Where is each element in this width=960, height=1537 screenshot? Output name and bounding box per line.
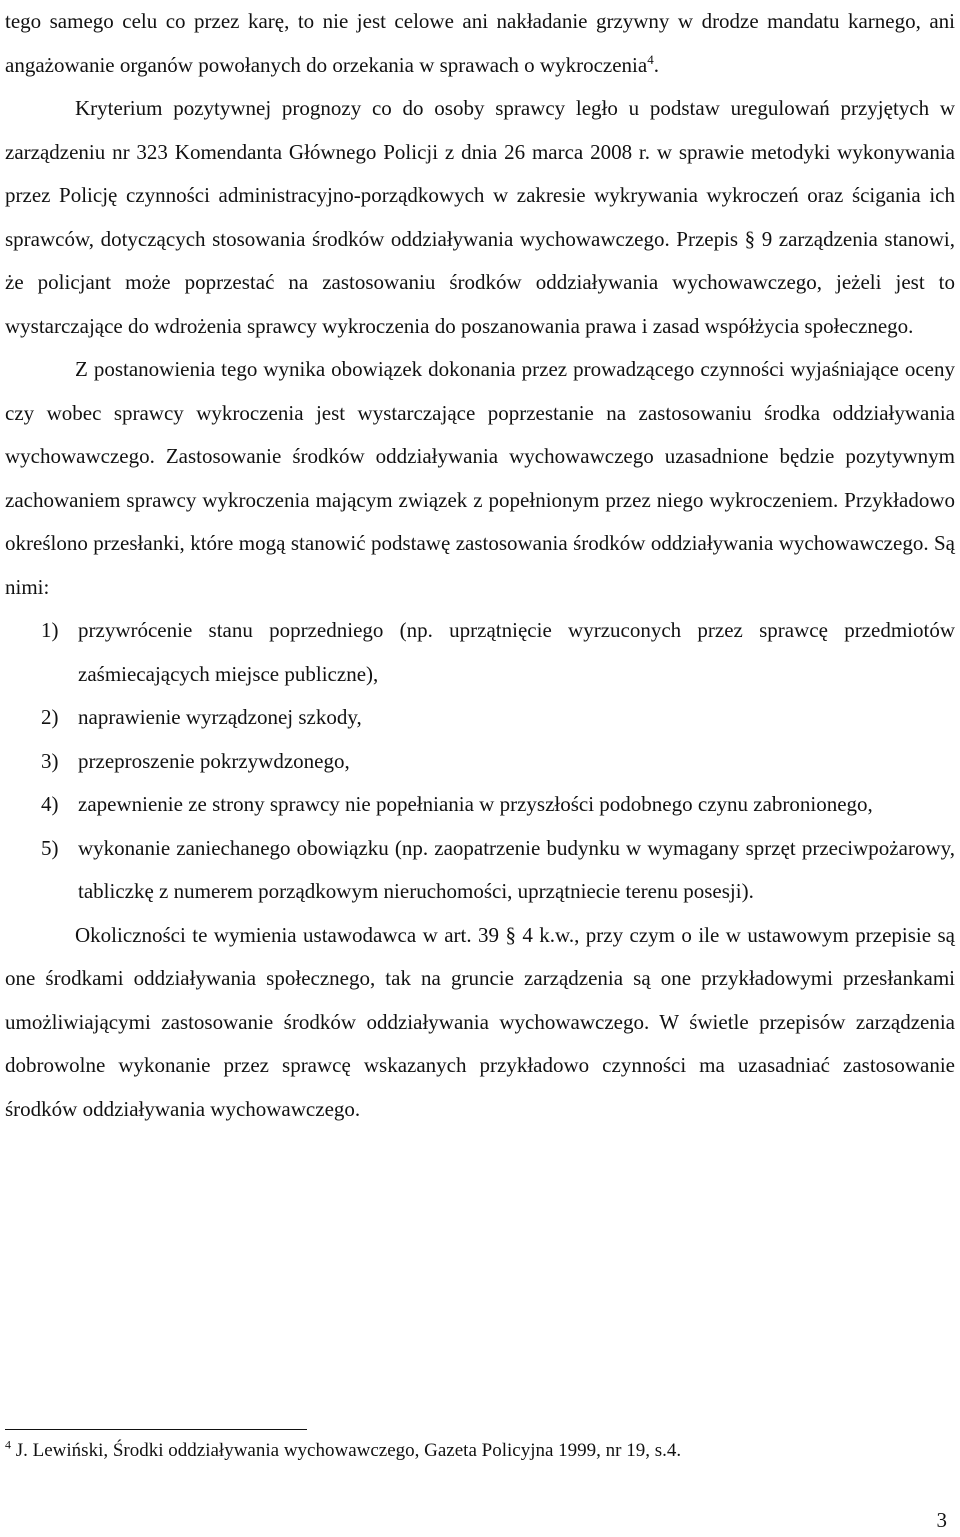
paragraph-2: Kryterium pozytywnej prognozy co do osoby sprawcy legło u podstaw uregulowań przyjętych w zarządzeniu nr 323 Komendanta Głównego Policji z dnia 26 marca 2008 r. w sprawie metodyki wykonywania przez Policję czynności administracyjno-porządkowych w zakresie wykrywania wykroczeń oraz ścigania ich sprawców, dotyczących stosowania środków oddziaływania wychowawczego. Przepis § 9 zarządzenia stanowi, że policjant może poprzestać na zastosowaniu środków oddziaływania wychowawczego, jeżeli jest to wystarczające do wdrożenia sprawcy wykroczenia do poszanowania prawa i zasad współżycia społecznego. bbox=[5, 96, 955, 338]
footnote-marker: 4 bbox=[5, 1437, 11, 1452]
footnote bbox=[5, 1437, 955, 1465]
list-item-text: przywrócenie stanu poprzedniego (np. uprzątnięcie wyrzuconych przez sprawcę przedmiotów zaśmiecających miejsce publiczne), bbox=[78, 618, 955, 686]
list-item bbox=[5, 609, 955, 696]
paragraph-1 bbox=[5, 0, 955, 87]
footnote-text: J. Lewiński, Środki oddziaływania wychowawczego, Gazeta Policyjna 1999, nr 19, s.4. bbox=[11, 1440, 682, 1461]
list-item-number: 2) bbox=[41, 705, 59, 729]
list-item bbox=[5, 740, 955, 784]
paragraph-1-text: tego samego celu co przez karę, to nie jest celowe ani nakładanie grzywny w drodze mandatu karnego, ani angażowanie organów powołanych do orzekania w sprawach o wykroczenia bbox=[5, 9, 955, 77]
list-item-text: naprawienie wyrządzonej szkody, bbox=[78, 705, 362, 729]
list-item bbox=[5, 827, 955, 914]
list-item-text: wykonanie zaniechanego obowiązku (np. zaopatrzenie budynku w wymagany sprzęt przeciwpożarowy, tabliczkę z numerem porządkowym nieruchomości, uprzątniecie terenu posesji). bbox=[78, 835, 955, 903]
list-item-number: 3) bbox=[41, 748, 59, 773]
list-item-text: zapewnienie ze strony sprawcy nie popełniania w przyszłości podobnego czynu zabronionego, bbox=[78, 792, 873, 816]
paragraph-3: Z postanowienia tego wynika obowiązek dokonania przez prowadzącego czynności wyjaśniające oceny czy wobec sprawcy wykroczenia jest wystarczające poprzestanie na zastosowaniu środka oddziaływania wychowawczego. Zastosowanie środków oddziaływania wychowawczego uzasadnione będzie pozytywnym zachowaniem sprawcy wykroczenia mającym związek z popełnionym przez niego wykroczeniem. Przykładowo określono przesłanki, które mogą stanowić podstawę zastosowania środków oddziaływania wychowawczego. Są nimi: bbox=[5, 357, 955, 599]
list-item bbox=[5, 783, 955, 827]
list-item-number: 5) bbox=[41, 835, 59, 860]
paragraph-1-end: . bbox=[653, 52, 659, 77]
list-item-number: 1) bbox=[41, 618, 59, 642]
list bbox=[5, 609, 955, 914]
paragraph-4: Okoliczności te wymienia ustawodawca w art. 39 § 4 k.w., przy czym o ile w ustawowym przepisie są one środkami oddziaływania społecznego, tak na gruncie zarządzenia są one przykładowymi przesłankami umożliwiającymi zastosowanie środków oddziaływania wychowawczego. W świetle przepisów zarządzenia dobrowolne wykonanie przez sprawcę wskazanych przykładowo czynności ma uzasadniać zastosowanie środków oddziaływania wychowawczego. bbox=[5, 922, 955, 1121]
list-item bbox=[5, 696, 955, 740]
list-item-text: przeproszenie pokrzywdzonego, bbox=[78, 748, 350, 773]
page-number: 3 bbox=[936, 1508, 947, 1532]
footnote-reference[interactable]: 4 bbox=[647, 51, 654, 67]
footnote-divider bbox=[5, 1429, 307, 1430]
list-item-number: 4) bbox=[41, 792, 59, 816]
document-page bbox=[5, 0, 955, 1532]
